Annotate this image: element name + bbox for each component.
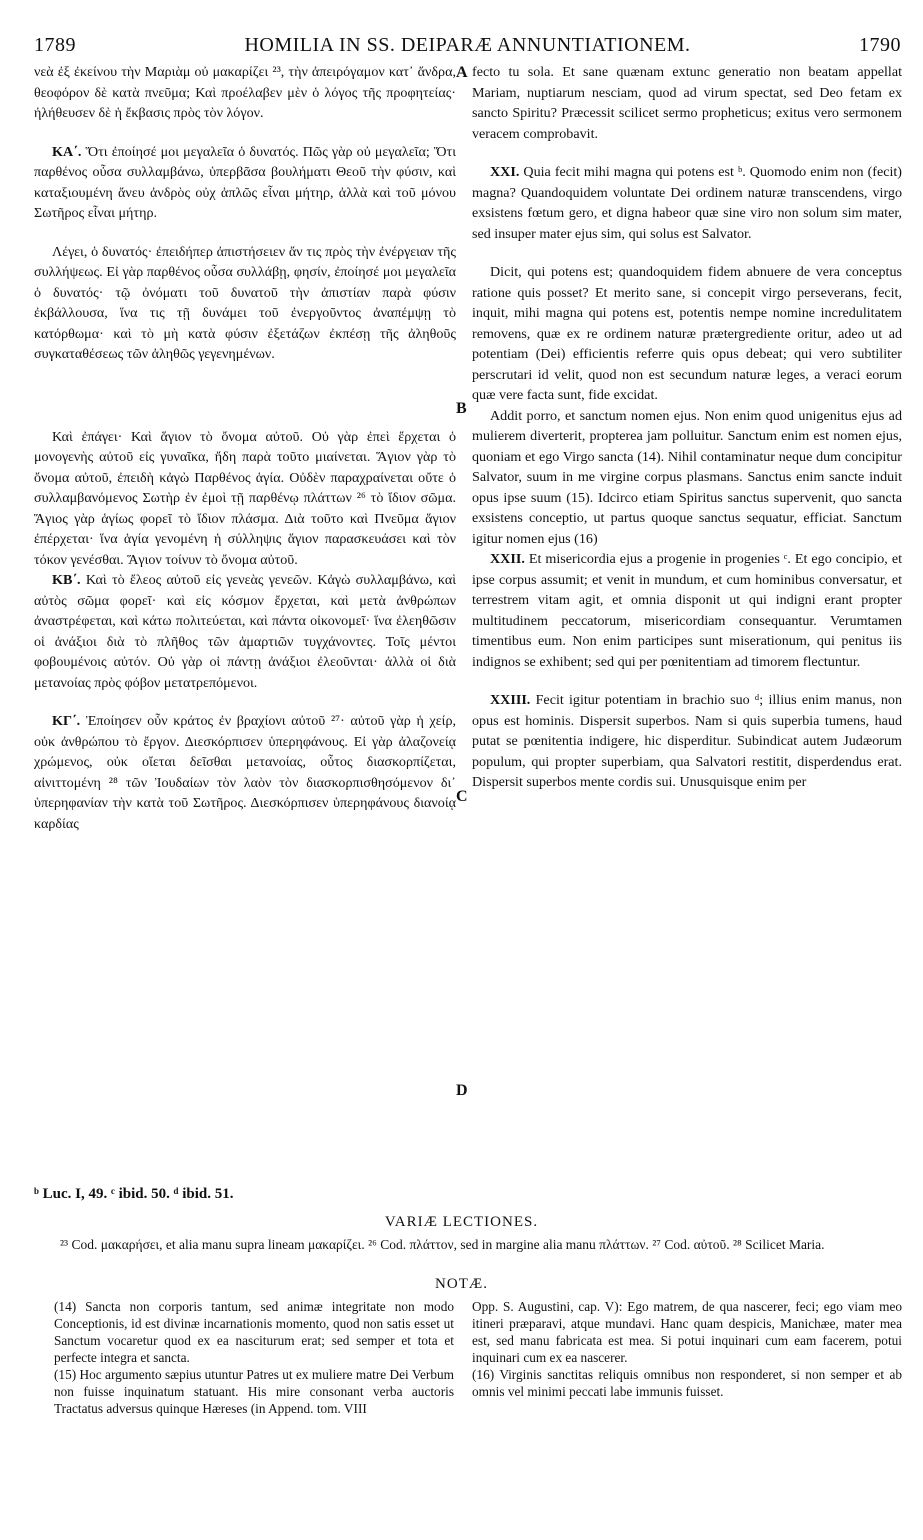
margin-marker-b: B xyxy=(456,400,467,417)
margin-marker-c: C xyxy=(456,788,468,805)
margin-marker-d: D xyxy=(456,1082,468,1099)
greek-paragraph xyxy=(34,711,456,834)
latin-paragraph xyxy=(472,162,902,244)
section-number: ΚΒ΄. xyxy=(52,572,81,588)
section-number: ΚΑ΄. xyxy=(52,143,82,160)
margin-marker-a: A xyxy=(456,64,468,81)
latin-paragraph xyxy=(472,690,902,793)
latin-column xyxy=(472,62,902,1184)
section-number: XXIII. xyxy=(490,692,531,708)
page-number-left: 1789 xyxy=(34,34,76,56)
latin-paragraph: fecto tu sola. Et sane quænam extunc generatio non beatam appellat Mariam, nuptiarum nesciam, quod ad virum spectat, sed Deo fetam ex sancto Spiritu? Præcessit scilicet sermo propheticus; exitus vero sermonem veracem comprobavit. xyxy=(472,64,902,142)
notes-right-column xyxy=(472,1298,902,1400)
latin-paragraph: Dicit, qui potens est; quandoquidem fidem abnuere de vera conceptus ratione quis posset? Et merito sane, si concepit virgo perseverans, fecit, inquit, mihi magna qui potens est, potentis nempe nomine incredulitatem removens, quæ ex re ordinem naturæ prætergrediente oritur, adeo ut ad potentiam (Dei) efficientis referre quis opus debeat; qui vero subtiliter perscrutari id velit, quod non est secundum naturæ leges, a veraci eorum quæ vere facta sunt, fide excidat. xyxy=(472,264,902,403)
running-title: HOMILIA IN SS. DEIPARÆ ANNUNTIATIONEM. xyxy=(244,34,691,56)
section-number: XXI. xyxy=(490,164,520,180)
greek-paragraph xyxy=(34,570,456,693)
page-header xyxy=(34,34,901,56)
greek-paragraph: νεὰ ἐξ ἐκείνου τὴν Μαριὰμ οὐ μακαρίζει ²³, τὴν ἀπειρόγαμον κατ᾽ ἄνδρα, θεοφόρον δὲ κατὰ πνεῦμα; Καὶ προέλαβεν μὲν ὁ λόγος τῆς προφητείας· ἠλήθευσεν δὲ ἡ ἔκβασις πρὸς τὸν λόγον. xyxy=(34,64,456,121)
note-15: (15) Hoc argumento sæpius utuntur Patres ut ex muliere matre Dei Verbum non fuisse inquinatum statuant. His mire consonant verba auctoris Tractatus adversus quinque Hæreses (in Append. tom. VIII xyxy=(54,1367,454,1416)
greek-text: Καὶ τὸ ἔλεος αὐτοῦ εἰς γενεὰς γενεῶν. Κἀγὼ συλλαμβάνω, καὶ αὐτὸς σῶμα φορεῖ· καὶ εἰς κόσμον ἔρχεται, καὶ μετὰ ἀνθρώπων ἀναστρέφεται, καὶ κάτω πολιτεύεται, καὶ πάντα οἰκονομεῖ· ἵνα ἐλεηθῶσιν οἱ ἀνάξιοι διὰ τὸ πλῆθος τῶν ἁμαρτιῶν τυγχάνοντες. Τοῖς μέντοι φοβουμένοις αὐτόν. Οὐ γὰρ οἱ πάντῃ ἀνάξιοι ἐλεοῦνται· ἀλλὰ οἱ διὰ μετανοίας πρὸς φόβον μετατρεπόμενοι. xyxy=(34,572,456,691)
greek-paragraph: Καὶ ἐπάγει· Καὶ ἅγιον τὸ ὄνομα αὐτοῦ. Οὐ γὰρ ἐπεὶ ἔρχεται ὁ μονογενὴς αὐτοῦ εἰς γυναῖκα, ἤδη παρὰ τοῦτο μιαίνεται. Ἅγιον γὰρ τὸ ὄνομα αὐτοῦ, ἐπειδὴ κἀγὼ Παρθένος ἁγία. Οὐδὲν παραχραίνεται οὔτε ὁ συλλαμβανόμενος Σωτὴρ ἐν ἐμοὶ τῇ παρθένῳ πλάττων ²⁶ τὸ ἴδιον σῶμα. Ἅγιος γὰρ ἁγίως φορεῖ τὸ ἴδιον πλάσμα. Διὰ τοῦτο καὶ Πνεῦμα ἅγιον ἐπέρχεται· ἵνα ἁγία γενομένη ἡ σύλληψις ἅγιον παρασκευάσει καὶ τὸν τόκον γενέσθαι. Ἅγιον τοίνυν τὸ ὄνομα αὐτοῦ. xyxy=(34,428,456,568)
notae-title: NOTÆ. xyxy=(435,1276,488,1292)
scripture-references: ᵇ Luc. I, 49. ᶜ ibid. 50. ᵈ ibid. 51. xyxy=(34,1186,234,1202)
latin-text: Et misericordia ejus a progenie in progenies ᶜ. Et ego concipio, et ipse corpus assumit; et venit in mundum, et cum hominibus conversatur, et terrestrem vitam agit, et omnia disponit ut qui indigni erant propter multitudinem peccatorum, misericordiam consequantur. Verumtamen timentibus eum. Non enim participes sunt miserationum, qui penitus iis indignos se exhibent; sed qui per pœnitentiam ad timorem flectuntur. xyxy=(472,551,902,670)
greek-paragraph xyxy=(34,142,456,224)
greek-text: Ἐποίησεν οὖν κράτος ἐν βραχίονι αὐτοῦ ²⁷· αὐτοῦ γὰρ ἡ χείρ, οὐκ ἀνθρώπου τὸ ἔργον. Διεσκόρπισεν ὑπερηφάνους. Εἰ γὰρ ἀλαζονείᾳ χρώμενος, οὐκ οἴεται δεῖσθαι μετανοίας, οὗτος διασκορπίζεται, αἰνιττομένη ²⁸ τῶν Ἰουδαίων τὸν λαὸν τὸν διασκορπισθησόμενον δι᾽ ὑπερηφανίαν τὴν κατὰ τοῦ Σωτῆρος. Διεσκόρπισεν ὑπερηφάνους διανοίᾳ καρδίας xyxy=(34,713,456,832)
latin-paragraph: Addit porro, et sanctum nomen ejus. Non enim quod unigenitus ejus ad mulierem diverterit, propterea jam polluitur. Sanctum enim est nomen ejus, quoniam et ego Virgo sancta (14). Nihil contaminatur neque dum concipitur Salvator, suum in me virgine corpus plasmans. Sanctus enim sancte induit opus ipse suum (15). Idcirco etiam Spiritus sanctus supervenit, quo sancta exsistens conceptio, ut partus quoque sanctus sequatur, efficiat. Sanctum igitur nomen ejus (16) xyxy=(472,407,902,547)
latin-text: Quia fecit mihi magna qui potens est ᵇ. Quomodo enim non (fecit) magna? Quandoquidem voluntate Dei ordinem naturæ transcendens, virgo exsistens fœtum gero, et digna habeor quæ sine viro non solum sim mater, sed insuper mater ejus sim, qui solus est Salvator. xyxy=(472,164,902,242)
variae-lectiones-text: ²³ Cod. μακαρήσει, et alia manu supra lineam μακαρίζει. ²⁶ Cod. πλάττον, sed in margine alia manu πλάττων. ²⁷ Cod. αὐτοῦ. ²⁸ Scilicet Maria. xyxy=(60,1237,825,1252)
notes-left-column xyxy=(54,1298,454,1417)
variae-lectiones-title: VARIÆ LECTIONES. xyxy=(384,1214,539,1230)
greek-column xyxy=(34,62,456,1184)
note-15-continued: Opp. S. Augustini, cap. V): Ego matrem, de qua nascerer, feci; ego viam meo itineri præparavi, atque mundavi. Hanc quam despicis, Manichæe, mater mea est, sed manu fabricata est mea. Si potui inquinari cum eam facerem, potui inquinari cum ex ea nascerer. xyxy=(472,1299,902,1365)
section-number: ΚΓ΄. xyxy=(52,713,81,729)
page-number-right: 1790 xyxy=(859,34,901,56)
latin-text: Fecit igitur potentiam in brachio suo ᵈ; illius enim manus, non opus est hominis. Dispersit superbos. Nam si quis superbia tumens, haud putat se pœnitentia indigere, hic disperditur. Subindicat autem Judæorum populum, qui propter superbiam, qua Salvatori restitit, disperdendus erat. Dispersit superbos mente cordis sui. Unusquisque enim per xyxy=(472,692,902,790)
section-number: XXII. xyxy=(490,551,525,567)
latin-paragraph xyxy=(472,549,902,672)
note-14: (14) Sancta non corporis tantum, sed animæ integritate non modo Conceptionis, id est divinæ incarnationis momento, quod non satis esset ut Sanctum vocaretur quod ex ea nasciturum erat; sed semper et tota et perfecte integra et sancta. xyxy=(54,1299,454,1365)
greek-text: Ὅτι ἐποίησέ μοι μεγαλεῖα ὁ δυνατός. Πῶς γὰρ οὐ μεγαλεῖα; Ὅτι παρθένος οὖσα συλλαμβάνω, ὑπερβᾶσα βουλήματι Θεοῦ τὴν φύσιν, καὶ καταξιουμένη ἄνευ ἀνδρὸς οὐχ ἁπλῶς εἶναι μήτηρ, ἀλλὰ καὶ τοῦ μόνου Σωτῆρος εἶναι μήτηρ. xyxy=(34,143,456,221)
greek-paragraph: Λέγει, ὁ δυνατός· ἐπειδήπερ ἀπιστήσειεν ἄν τις πρὸς τὴν ἐνέργειαν τῆς συλλήψεως. Εἰ γὰρ παρθένος οὖσα συλλάβῃ, φησίν, ἐποίησέ μοι μεγαλεῖα ὁ δυνατός· τῷ ὀνόματι τοῦ δυνατοῦ τὴν ἀπιστίαν παρὰ φύσιν ἐκβάλλουσα, ἵνα τις τῇ δυνάμει τοῦ ἐνεργοῦντος ἀναπέμψῃ τὸ κατόρθωμα· καὶ τὸ μὴ κατὰ φύσιν ἐξετάζων ἐκπέσῃ τῆς ἀληθοῦς συγκαταθέσεως τῶν ἀληθῶς γεγενημένων. xyxy=(34,243,456,362)
note-16: (16) Virginis sanctitas reliquis omnibus non responderet, si non semper et ab omnis vel minimi peccati labe immunis fuisset. xyxy=(472,1367,902,1399)
